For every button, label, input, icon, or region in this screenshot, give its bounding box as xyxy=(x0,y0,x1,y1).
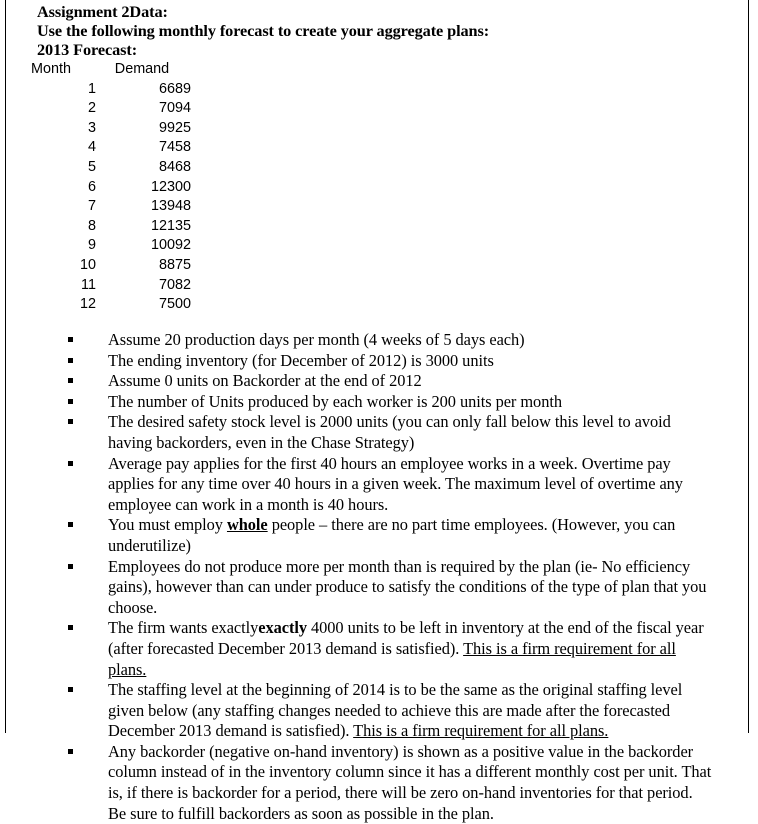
cell-month: 10 xyxy=(79,256,96,273)
cell-month: 7 xyxy=(87,198,96,215)
table-row xyxy=(0,197,191,217)
square-bullet-icon xyxy=(68,522,73,527)
square-bullet-icon xyxy=(68,337,73,342)
cell-month: 5 xyxy=(87,158,96,175)
cell-demand: 8468 xyxy=(158,158,191,175)
requirement-text: The ending inventory (for December of 2012) is 3000 units xyxy=(108,350,494,370)
requirement-text: Any backorder (negative on-hand inventory) is shown as a positive value in the backorder column instead of in the inventory column since it has a different monthly cost per unit. That is, if there is backorder for a period, there will be zero on-hand inventories for that period. Be sure to fulfill backorders as soon as possible in the plan. xyxy=(108,741,712,823)
square-bullet-icon xyxy=(68,625,73,630)
cell-month: 2 xyxy=(87,100,96,117)
requirement-item-whole-people xyxy=(0,515,758,556)
requirement-text: The number of Units produced by each worker is 200 units per month xyxy=(108,391,562,411)
requirement-text: Assume 20 production days per month (4 weeks of 5 days each) xyxy=(108,330,525,349)
requirement-item-ending-inventory xyxy=(0,351,758,372)
table-row xyxy=(0,236,191,256)
cell-demand: 9925 xyxy=(158,119,191,136)
cell-demand: 8875 xyxy=(158,256,191,273)
requirement-text: Employees do not produce more per month than is required by the plan (ie- No efficiency gains), however than can under produce to satisfy the conditions of the type of plan that you choose. xyxy=(108,556,707,617)
cell-demand: 7094 xyxy=(158,100,191,117)
square-bullet-icon xyxy=(68,419,73,424)
requirement-text: The desired safety stock level is 2000 units (you can only fall below this level to avoid having backorders, even in the Chase Strategy) xyxy=(108,412,671,452)
forecast-table-body xyxy=(0,80,191,315)
table-row xyxy=(0,99,191,119)
forecast-year-label: 2013 Forecast: xyxy=(37,40,138,60)
table-row xyxy=(0,217,191,237)
table-row xyxy=(0,295,191,315)
requirement-text: Average pay applies for the first 40 hours an employee works in a week. Overtime pay applies for any time over 40 hours in a given week. The maximum level of overtime any employee can work in a month is 40 hours. xyxy=(108,453,683,514)
cell-demand: 7082 xyxy=(158,276,191,293)
requirement-text: Assume 0 units on Backorder at the end of 2012 xyxy=(108,371,422,391)
cell-demand: 12300 xyxy=(150,178,191,195)
requirement-item-safety-stock xyxy=(0,412,758,453)
table-header-row xyxy=(0,60,191,80)
cell-month: 6 xyxy=(87,178,96,195)
square-bullet-icon xyxy=(68,461,73,466)
cell-month: 8 xyxy=(87,217,96,234)
table-row xyxy=(0,276,191,296)
table-row xyxy=(0,119,191,139)
table-row xyxy=(0,178,191,198)
cell-month: 9 xyxy=(87,237,96,254)
requirement-item-production-days xyxy=(0,330,758,351)
cell-month: 11 xyxy=(81,276,96,293)
table-row xyxy=(0,80,191,100)
requirement-item-overtime-rules xyxy=(0,454,758,516)
cell-demand: 6689 xyxy=(158,80,191,97)
column-header-demand: Demand xyxy=(114,61,170,77)
requirements-list xyxy=(0,330,758,824)
cell-demand: 12135 xyxy=(150,217,191,234)
emphasis-bold: exactly xyxy=(258,618,307,638)
instruction-line: Use the following monthly forecast to create your aggregate plans: xyxy=(37,21,490,41)
assignment-title: Assignment 2Data: xyxy=(37,2,168,21)
requirement-item-units-per-worker xyxy=(0,392,758,413)
emphasis-underline: This is a firm requirement for all plans. xyxy=(108,638,676,679)
cell-month: 4 xyxy=(87,139,96,156)
cell-demand: 7458 xyxy=(158,139,191,156)
square-bullet-icon xyxy=(68,687,73,692)
requirement-item-backorder-start xyxy=(0,371,758,392)
requirement-text: The firm wants exactlyexactly 4000 units to be left in inventory at the end of the fiscal year (after forecasted December 2013 demand is satisfied). This is a firm requirement for all plans. xyxy=(108,618,704,679)
requirement-item-backorder-column xyxy=(0,742,758,824)
cell-month: 3 xyxy=(87,119,96,136)
requirement-item-no-efficiency-gains xyxy=(0,557,758,619)
emphasis-bold-underline: whole xyxy=(226,515,268,535)
requirement-text: The staffing level at the beginning of 2014 is to be the same as the original staffing level given below (any staffing changes needed to achieve this are made after the forecasted December 2013 demand is satisfied). This is a firm requirement for all plans. xyxy=(108,680,683,741)
cell-demand: 7500 xyxy=(158,296,191,313)
square-bullet-icon xyxy=(68,358,73,363)
square-bullet-icon xyxy=(68,749,73,754)
forecast-table xyxy=(0,60,191,315)
requirement-item-ending-inventory-requirement xyxy=(0,618,758,680)
column-header-month: Month xyxy=(31,61,71,77)
cell-demand: 13948 xyxy=(150,198,191,215)
square-bullet-icon xyxy=(68,399,73,404)
square-bullet-icon xyxy=(68,378,73,383)
cell-month: 1 xyxy=(87,80,96,97)
emphasis-underline: This is a firm requirement for all plans. xyxy=(353,721,609,741)
requirement-text: You must employ whole people – there are no part time employees. (However, you can underutilize) xyxy=(108,515,676,555)
cell-demand: 10092 xyxy=(150,237,191,254)
square-bullet-icon xyxy=(68,564,73,569)
cell-month: 12 xyxy=(79,296,96,313)
document-headings xyxy=(37,2,727,60)
table-row xyxy=(0,256,191,276)
table-row xyxy=(0,158,191,178)
table-row xyxy=(0,138,191,158)
